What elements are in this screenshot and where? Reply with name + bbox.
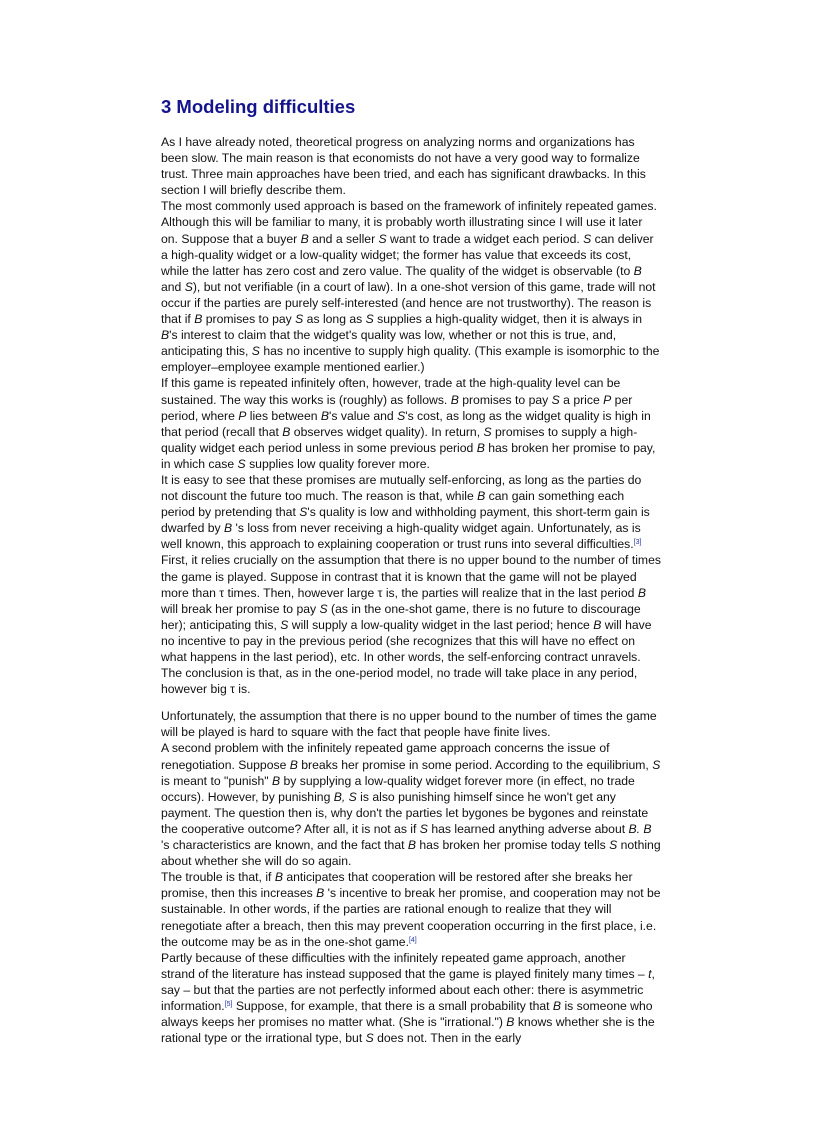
section-body xyxy=(161,134,661,1046)
section-heading: 3 Modeling difficulties xyxy=(161,96,356,117)
paragraph: If this game is repeated infinitely often, however, trade at the high-quality level can be sustained. The way this works is (roughly) as follows. B promises to pay S a price P per period, where P lies between B's value and S's cost, as long as the widget quality is high in that period (recall that B observes widget quality). In return, S promises to supply a high-quality widget each period unless in some previous period B has broken her promise to pay, in which case S supplies low quality forever more. xyxy=(161,376,656,471)
paragraph: The trouble is that, if B anticipates that cooperation will be restored after she breaks her promise, then this increases B 's incentive to break her promise, and cooperation may not be sustainable. In other words, if the parties are rational enough to realize that they will renegotiate after a breach, then this may prevent cooperation occurring in the first place, i.e. the outcome may be as in the one-shot game.[4] xyxy=(161,870,661,949)
paragraph: It is easy to see that these promises are mutually self-enforcing, as long as the parties do not discount the future too much. The reason is that, while B can gain something each period by pretending that S's quality is low and withholding payment, this short-term gain is dwarfed by B 's loss from never receiving a high-quality widget again. Unfortunately, as is well known, this approach to explaining cooperation or trust runs into several difficulties.[3] First, it relies crucially on the assumption that there is no upper bound to the number of times the game is played. Suppose in contrast that it is known that the game will not be played more than τ times. Then, however large τ is, the parties will realize that in the last period B will break her promise to pay S (as in the one-shot game, there is no future to discourage her); anticipating this, S will supply a low-quality widget in the last period; hence B will have no incentive to pay in the previous period (she recognizes that this will have no effect on what happens in the last period), etc. In other words, the self-enforcing contract unravels. The conclusion is that, as in the one-period model, no trade will take place in any period, however big τ is. xyxy=(161,472,661,697)
paragraph: A second problem with the infinitely repeated game approach concerns the issue of renegotiation. Suppose B breaks her promise in some period. According to the equilibrium, S is meant to "punish" B by supplying a low-quality widget forever more (in effect, no trade occurs). However, by punishing B, S is also punishing himself since he won't get any payment. The question then is, why don't the parties let bygones be bygones and reinstate the cooperative outcome? After all, it is not as if S has learned anything adverse about B. B 's characteristics are known, and the fact that B has broken her promise today tells S nothing about whether she will do so again. xyxy=(161,741,661,869)
paragraph: Unfortunately, the assumption that there is no upper bound to the number of times the game will be played is hard to square with the fact that people have finite lives. xyxy=(161,709,657,740)
paragraph: Partly because of these difficulties with the infinitely repeated game approach, another strand of the literature has instead supposed that the game is played finitely many times – t, say – but that the parties are not perfectly informed about each other: there is asymmetric information.[5] Suppose, for example, that there is a small probability that B is someone who always keeps her promises no matter what. (She is "irrational.") B knows whether she is the rational type or the irrational type, but S does not. Then in the early xyxy=(161,950,655,1046)
document-page xyxy=(161,96,661,1046)
paragraph: As I have already noted, theoretical progress on analyzing norms and organizations has been slow. The main reason is that economists do not have a very good way to formalize trust. Three main approaches have been tried, and each has significant drawbacks. In this section I will briefly describe them. xyxy=(161,135,646,198)
paragraph: The most commonly used approach is based on the framework of infinitely repeated games. Although this will be familiar to many, it is probably worth illustrating since I will use it later on. Suppose that a buyer B and a seller S want to trade a widget each period. S can deliver a high-quality widget or a low-quality widget; the former has value that exceeds its cost, while the latter has zero cost and zero value. The quality of the widget is observable (to B and S), but not verifiable (in a court of law). In a one-shot version of this game, trade will not occur if the parties are purely self-interested (and hence are not trustworthy). The reason is that if B promises to pay S as long as S supplies a high-quality widget, then it is always in B's interest to claim that the widget's quality was low, whether or not this is true, and, anticipating this, S has no incentive to supply high quality. (This example is isomorphic to the employer–employee example mentioned earlier.) xyxy=(161,199,660,375)
